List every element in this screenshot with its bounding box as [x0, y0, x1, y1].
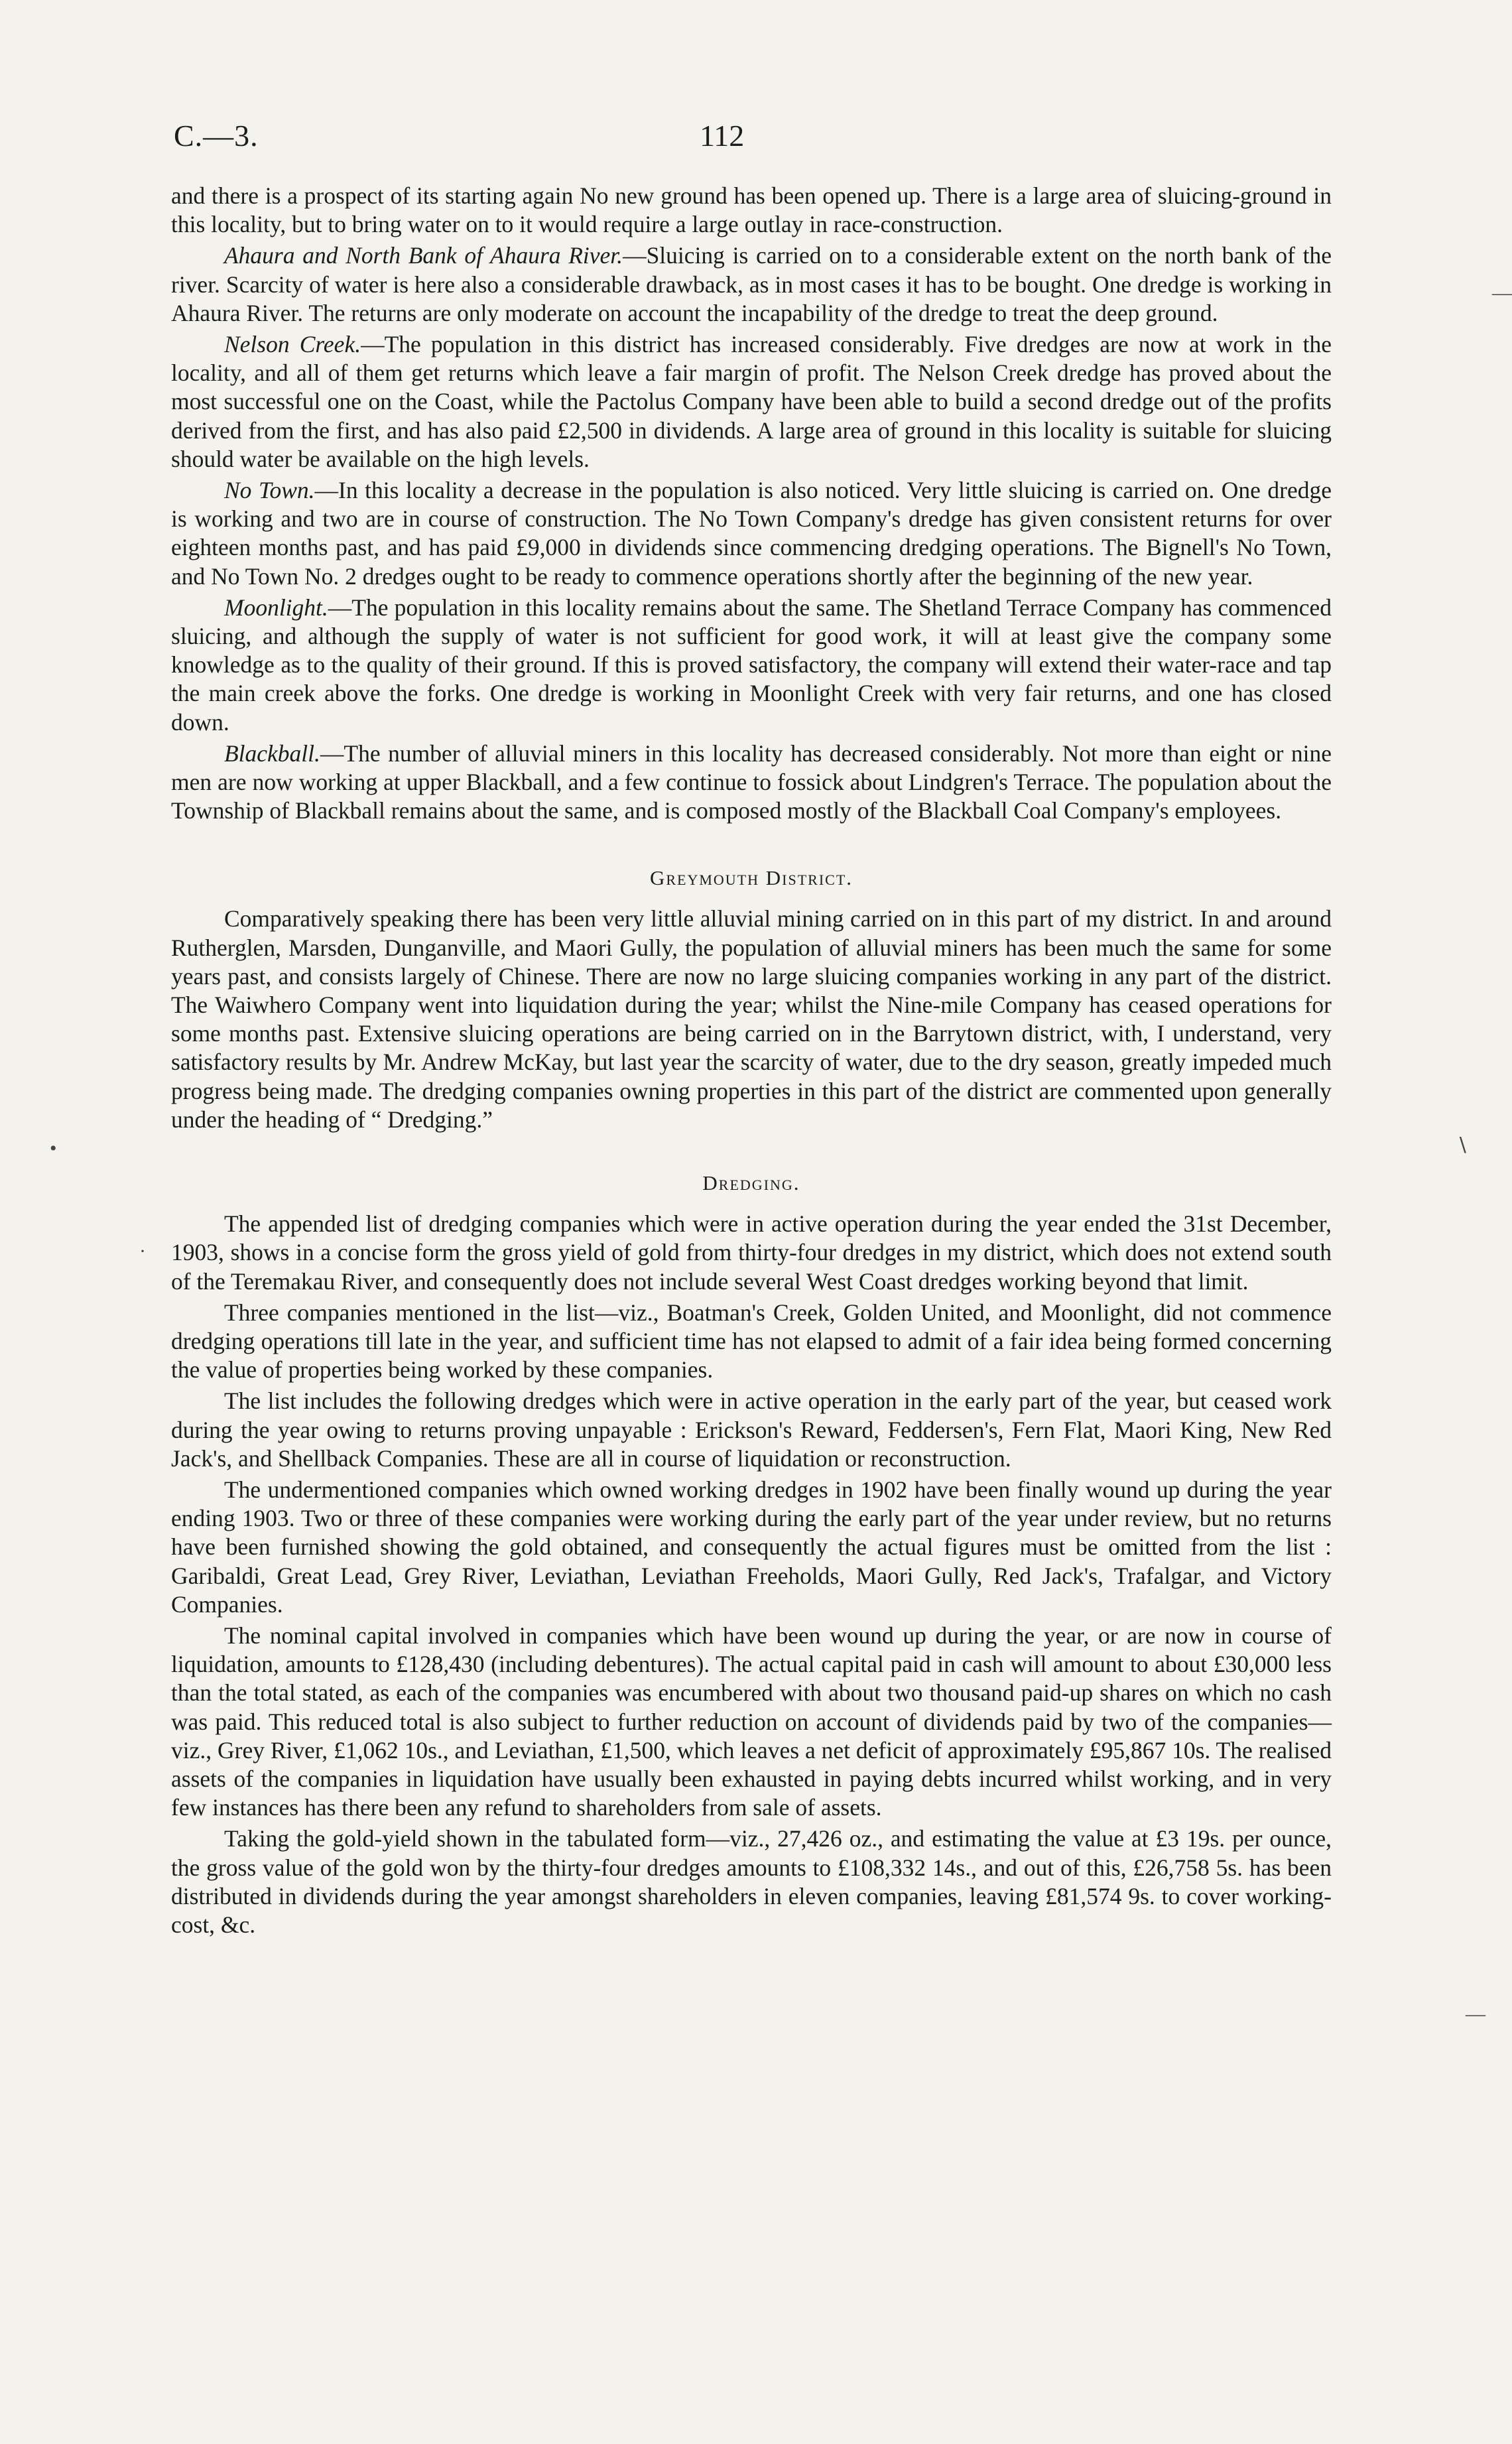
- section-heading-greymouth: Greymouth District.: [649, 866, 853, 890]
- opening-paragraph: and there is a prospect of its starting again No new ground has been opened up. There is a large area of sluicing-ground in this locality, but to bring water on to it would require a large outlay in race-construction.: [171, 182, 1332, 238]
- dredging-paragraph: Taking the gold-yield shown in the tabulated form—viz., 27,426 oz., and estimating the value at £3 19s. per ounce, the gross value of the gold won by the thirty-four dredges amounts to £108,332 14s., and out of this, £26,758 5s. has been distributed in dividends during the year amongst shareholders in eleven companies, leaving £81,574 9s. to cover working-cost, &c.: [171, 1825, 1332, 1938]
- locality-heading: No Town.: [224, 477, 315, 504]
- locality-heading: Nelson Creek.: [224, 331, 361, 358]
- margin-mark: •: [50, 1137, 57, 1159]
- locality-heading: Blackball.: [224, 740, 320, 767]
- margin-mark: —: [1492, 282, 1512, 304]
- locality-heading: Moonlight.: [224, 594, 328, 621]
- locality-paragraph-moonlight: [171, 594, 1332, 737]
- locality-paragraph-blackball: [171, 740, 1332, 826]
- margin-mark: ·: [139, 1240, 146, 1262]
- page-body: [171, 182, 1332, 1939]
- margin-mark: —: [1466, 2003, 1485, 2025]
- greymouth-paragraph: Comparatively speaking there has been very little alluvial mining carried on in this part of my district. In and around Rutherglen, Marsden, Dunganville, and Maori Gully, the population of alluvial miners has been much the same for some years past, and consists largely of Chinese. There are now no large sluicing companies working in any part of the district. The Waiwhero Company went into liquidation during the year; whilst the Nine-mile Company has ceased operations for some months past. Extensive sluicing operations are being carried on in the Barrytown district, with, I understand, very satisfactory results by Mr. Andrew McKay, but last year the scarcity of water, due to the dry season, greatly impeded much progress being made. The dredging companies owning properties in this part of the district are commented upon generally under the heading of “ Dredging.”: [171, 905, 1332, 1133]
- locality-text: —In this locality a decrease in the population is also noticed. Very little sluicing is carried on. One dredge is working and two are in course of construction. The No Town Company's dredge has given consistent returns for over eighteen months past, and has paid £9,000 in dividends since commencing dredging operations. The Bignell's No Town, and No Town No. 2 dredges ought to be ready to commence operations shortly after the beginning of the new year.: [171, 477, 1332, 590]
- document-reference: C.—3.: [174, 119, 259, 153]
- locality-text: —The population in this locality remains about the same. The Shetland Terrace Company has commenced sluicing, and although the supply of water is not sufficient for good work, it will at least give the company some knowledge as to the quality of their ground. If this is proved satisfactory, the company will extend their water-race and tap the main creek above the forks. One dredge is working in Moonlight Creek with very fair returns, and one has closed down.: [171, 594, 1332, 736]
- page-number: 112: [700, 119, 745, 153]
- dredging-paragraph: The nominal capital involved in companies which have been wound up during the year, or are now in course of liquidation, amounts to £128,430 (including debentures). The actual capital paid in cash will amount to about £30,000 less than the total stated, as each of the companies was encumbered with about two thousand paid-up shares on which no cash was paid. This reduced total is also subject to further reduction on account of dividends paid by two of the companies—viz., Grey River, £1,062 10s., and Leviathan, £1,500, which leaves a net deficit of approximately £95,867 10s. The realised assets of the companies in liquidation have usually been exhausted in paying debts incurred whilst working, and in very few instances has there been any refund to shareholders from sale of assets.: [171, 1622, 1332, 1821]
- locality-text: —The number of alluvial miners in this locality has decreased considerably. Not more than eight or nine men are now working at upper Blackball, and a few continue to fossick about Lindgren's Terrace. The population about the Township of Blackball remains about the same, and is composed mostly of the Blackball Coal Company's employees.: [171, 740, 1332, 824]
- margin-mark: ∖: [1456, 1135, 1469, 1157]
- locality-paragraph-ahaura: [171, 241, 1332, 328]
- locality-paragraph-no-town: [171, 476, 1332, 591]
- locality-text: —The population in this district has increased considerably. Five dredges are now at work in the locality, and all of them get returns which leave a fair margin of profit. The Nelson Creek dredge has proved about the most successful one on the Coast, while the Pactolus Company have been able to build a second dredge out of the profits derived from the first, and has also paid £2,500 in dividends. A large area of ground in this locality is suitable for sluicing should water be available on the high levels.: [171, 331, 1332, 472]
- dredging-paragraph: The list includes the following dredges which were in active operation in the early part of the year, but ceased work during the year owing to returns proving unpayable : Erickson's Reward, Feddersen's, Fern Flat, Maori King, New Red Jack's, and Shellback Companies. These are all in course of liquidation or reconstruction.: [171, 1387, 1332, 1472]
- dredging-paragraph: The appended list of dredging companies which were in active operation during the year ended the 31st December, 1903, shows in a concise form the gross yield of gold from thirty-four dredges in my district, which does not extend south of the Teremakau River, and consequently does not include several West Coast dredges working beyond that limit.: [171, 1210, 1332, 1295]
- locality-text: —Sluicing is carried on to a considerable extent on the north bank of the river. Scarcity of water is here also a considerable drawback, as in most cases it has to be bought. One dredge is working in Ahaura River. The returns are only moderate on account the incapability of the dredge to treat the deep ground.: [171, 242, 1332, 326]
- dredging-paragraph: Three companies mentioned in the list—viz., Boatman's Creek, Golden United, and Moonlight, did not commence dredging operations till late in the year, and sufficient time has not elapsed to admit of a fair idea being formed concerning the value of properties being worked by these companies.: [171, 1299, 1332, 1383]
- locality-paragraph-nelson-creek: [171, 330, 1332, 474]
- dredging-paragraph: The undermentioned companies which owned working dredges in 1902 have been finally wound up during the year ending 1903. Two or three of these companies were working during the early part of the year under review, but no returns have been furnished showing the gold obtained, and consequently the actual figures must be omitted from the list : Garibaldi, Great Lead, Grey River, Leviathan, Leviathan Freeholds, Maori Gully, Red Jack's, Trafalgar, and Victory Companies.: [171, 1476, 1332, 1618]
- section-heading-dredging: Dredging.: [702, 1171, 800, 1195]
- locality-heading: Ahaura and North Bank of Ahaura River.: [224, 242, 623, 269]
